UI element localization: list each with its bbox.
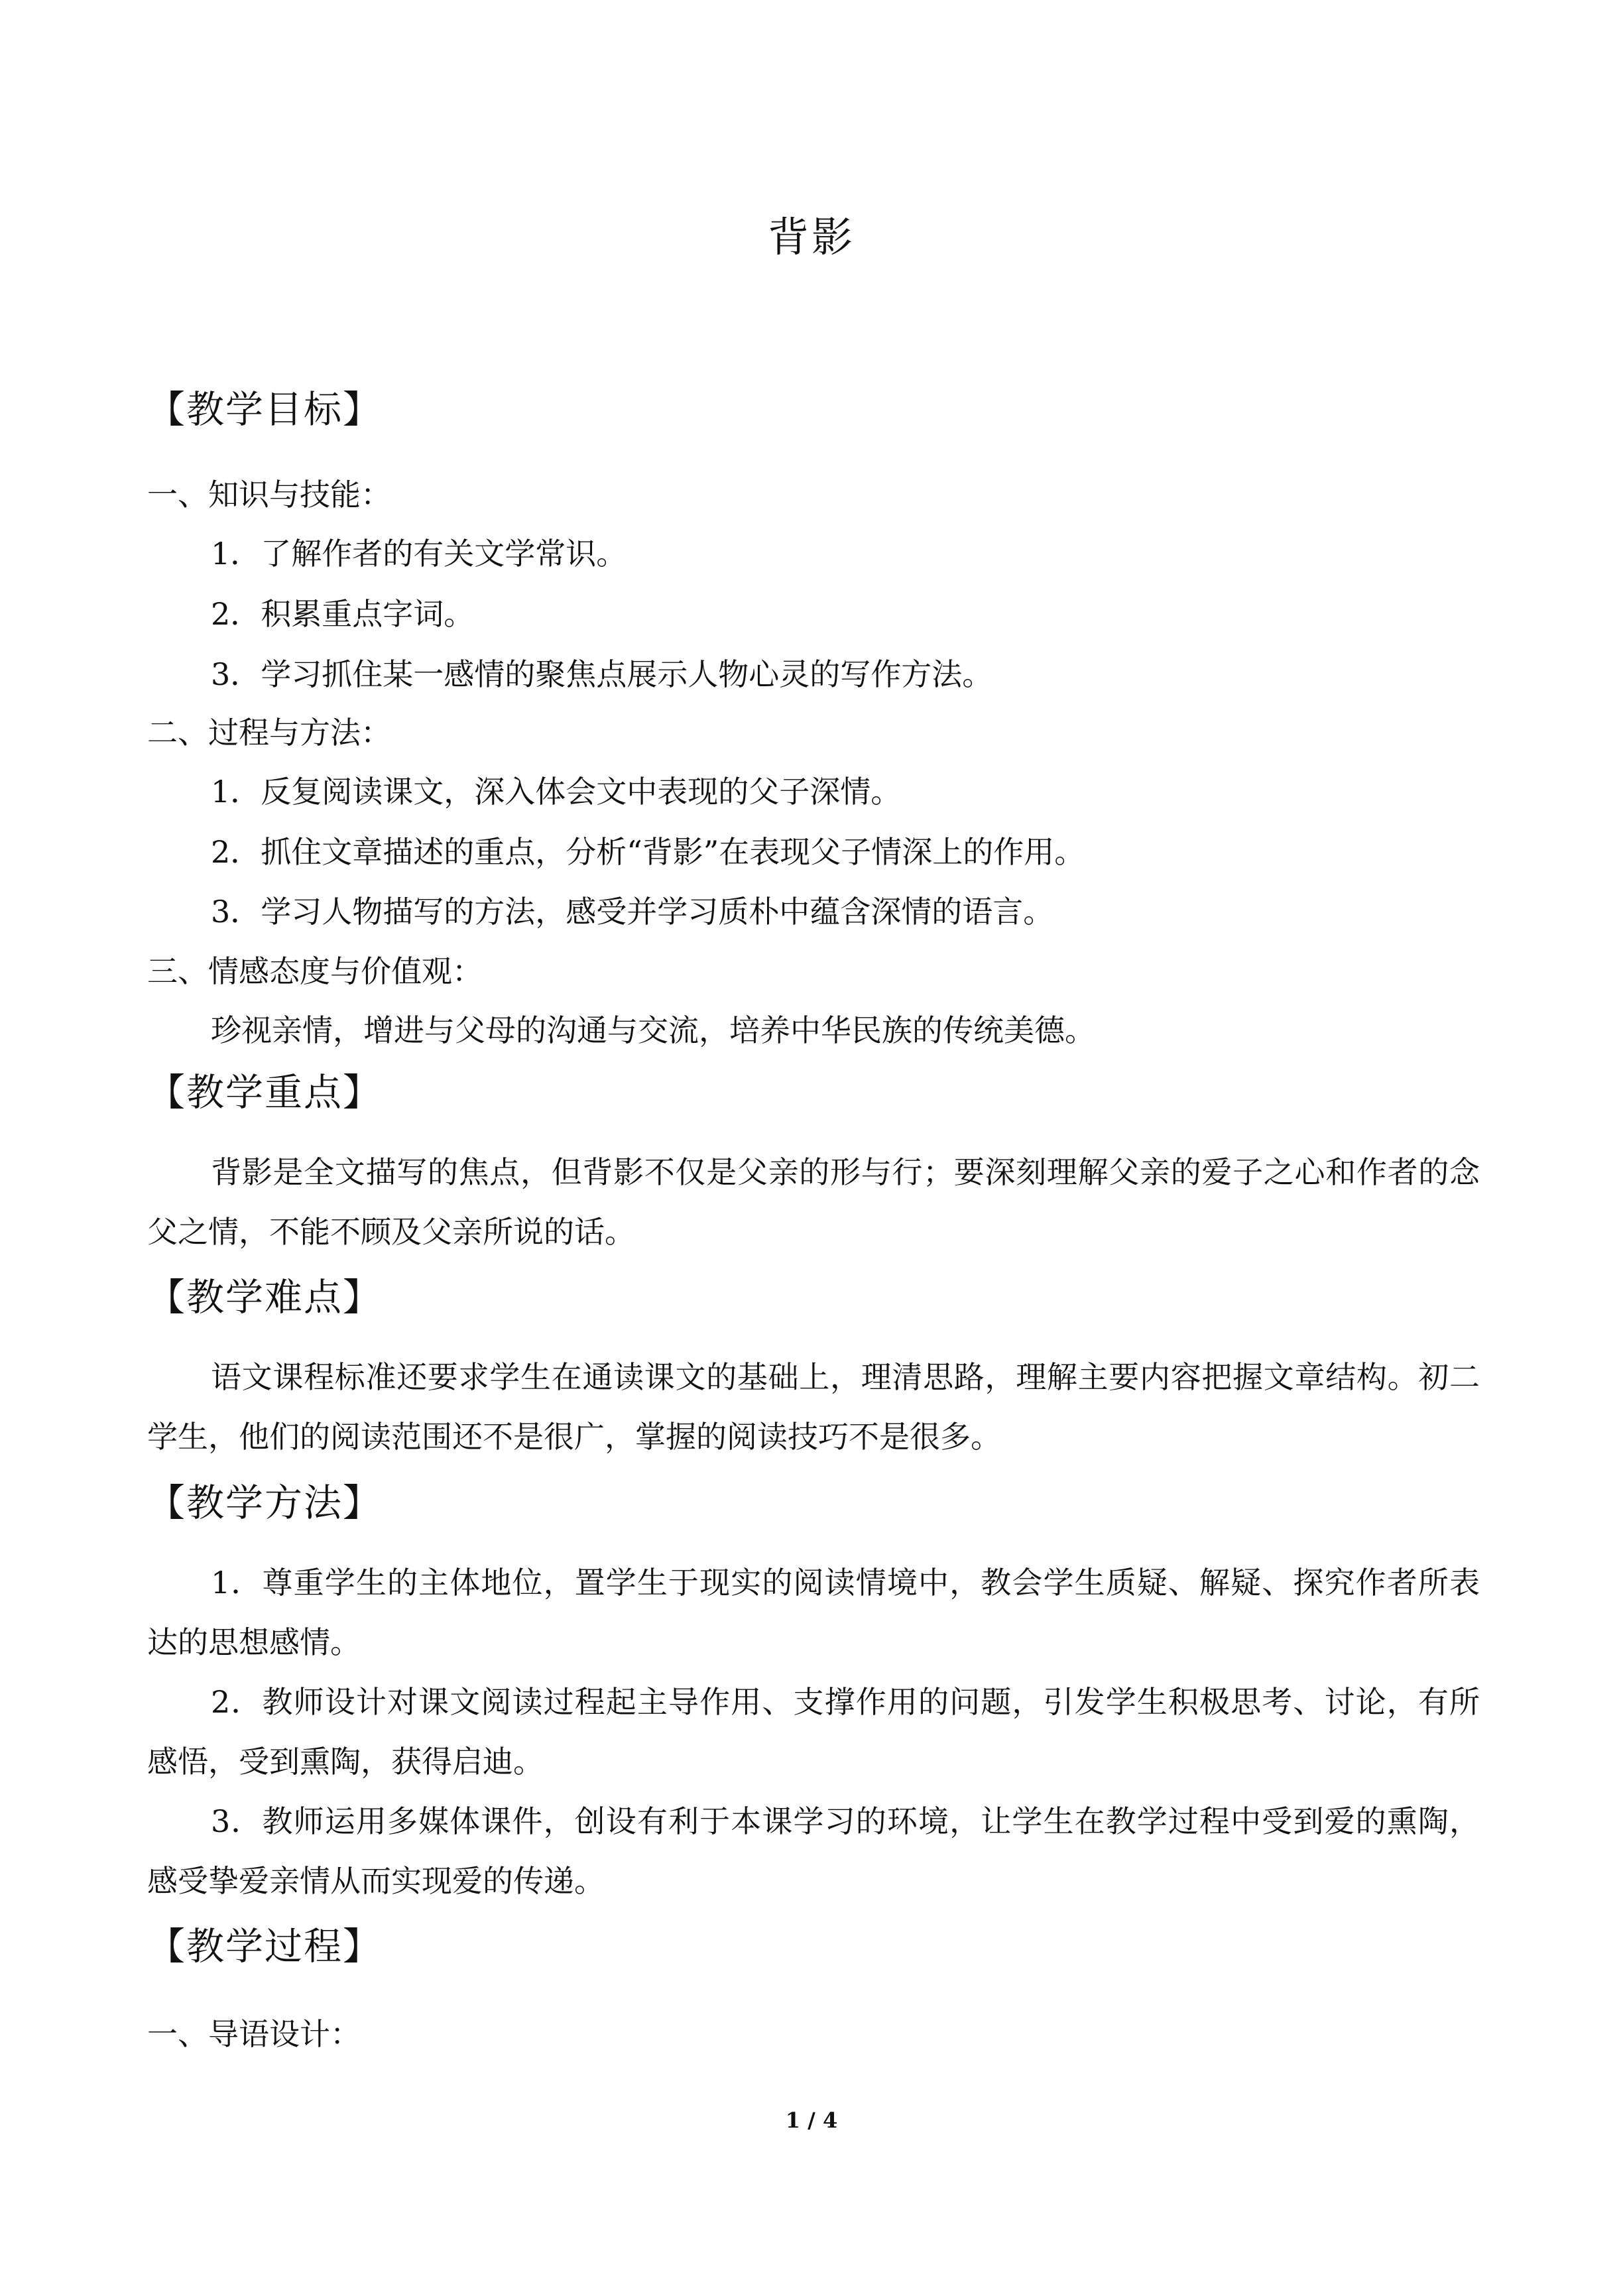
knowledge-label: 一、知识与技能： xyxy=(147,477,391,513)
section-heading-objectives: 【教学目标】 xyxy=(147,388,382,432)
section-heading-key-points: 【教学重点】 xyxy=(147,1071,382,1115)
process-method-item: 1．反复阅读课文，深入体会文中表现的父子深情。 xyxy=(211,774,902,810)
process-step-label: 一、导语设计： xyxy=(147,2016,361,2052)
process-method-item: 3．学习人物描写的方法，感受并学习质朴中蕴含深情的语言。 xyxy=(211,894,1054,930)
attitude-text: 珍视亲情，增进与父母的沟通与交流，培养中华民族的传统美德。 xyxy=(211,1012,1095,1048)
process-method-label: 二、过程与方法： xyxy=(147,715,391,751)
document-title: 背影 xyxy=(767,213,855,261)
section-heading-process: 【教学过程】 xyxy=(147,1925,382,1968)
knowledge-item: 2．积累重点字词。 xyxy=(211,596,475,632)
method-paragraph: 3．教师运用多媒体课件，创设有利于本课学习的环境，让学生在教学过程中受到爱的熏陶，感受挚爱亲情从而实现爱的传递。 xyxy=(147,1803,1480,1899)
method-paragraph: 1．尊重学生的主体地位，置学生于现实的阅读情境中，教会学生质疑、解疑、探究作者所表达的思想感情。 xyxy=(147,1565,1480,1660)
section-heading-difficulties: 【教学难点】 xyxy=(147,1276,382,1319)
difficulties-paragraph: 语文课程标准还要求学生在通读课文的基础上，理清思路，理解主要内容把握文章结构。初二学生，他们的阅读范围还不是很广，掌握的阅读技巧不是很多。 xyxy=(147,1359,1480,1455)
key-points-paragraph: 背影是全文描写的焦点，但背影不仅是父亲的形与行；要深刻理解父亲的爱子之心和作者的念父之情，不能不顾及父亲所说的话。 xyxy=(147,1154,1480,1250)
process-method-item: 2．抓住文章描述的重点，分析“背影”在表现父子情深上的作用。 xyxy=(211,834,1085,870)
section-heading-methods: 【教学方法】 xyxy=(147,1481,382,1525)
page-number: 1 / 4 xyxy=(785,2108,838,2133)
knowledge-item: 3．学习抓住某一感情的聚焦点展示人物心灵的写作方法。 xyxy=(211,656,993,692)
knowledge-item: 1．了解作者的有关文学常识。 xyxy=(211,536,627,572)
attitude-label: 三、情感态度与价值观： xyxy=(147,953,483,989)
method-paragraph: 2．教师设计对课文阅读过程起主导作用、支撑作用的问题，引发学生积极思考、讨论，有所感悟，受到熏陶，获得启迪。 xyxy=(147,1684,1480,1780)
